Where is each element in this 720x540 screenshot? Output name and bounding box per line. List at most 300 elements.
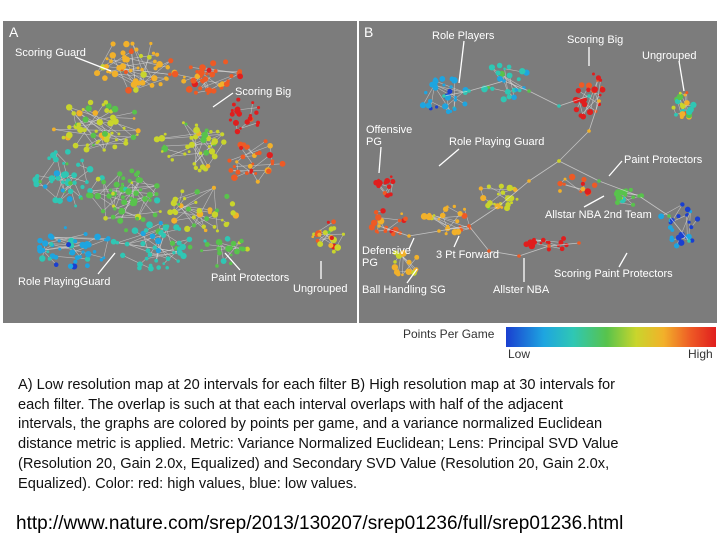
graph-node xyxy=(73,239,77,243)
graph-node xyxy=(442,84,445,87)
graph-node xyxy=(139,54,143,58)
graph-node xyxy=(170,241,175,246)
graph-node xyxy=(188,245,193,250)
graph-node xyxy=(35,174,39,178)
graph-node xyxy=(267,143,273,149)
graph-node xyxy=(672,106,676,110)
graph-node xyxy=(166,65,170,69)
graph-node xyxy=(280,161,286,167)
graph-node xyxy=(172,71,178,77)
graph-node xyxy=(102,131,108,137)
graph-node xyxy=(658,213,664,219)
graph-node xyxy=(225,246,231,252)
graph-node xyxy=(331,219,336,224)
graph-node xyxy=(77,126,84,133)
graph-node xyxy=(216,229,219,232)
graph-node xyxy=(487,185,491,189)
graph-node xyxy=(592,73,595,76)
label-pointer-line xyxy=(225,253,240,270)
graph-node xyxy=(107,120,113,126)
graph-node xyxy=(97,140,100,143)
graph-node xyxy=(71,172,77,178)
graph-node xyxy=(514,88,518,92)
graph-node xyxy=(84,232,88,236)
graph-node xyxy=(437,229,441,233)
graph-node xyxy=(587,94,591,98)
graph-node xyxy=(164,133,167,136)
label-ungrouped: Ungrouped xyxy=(293,283,348,295)
label-role-players: Role Players xyxy=(432,30,495,42)
graph-node xyxy=(112,71,119,78)
graph-node xyxy=(123,41,129,47)
graph-node xyxy=(505,89,511,95)
graph-node xyxy=(516,198,519,201)
graph-node xyxy=(110,52,116,58)
graph-node xyxy=(154,197,160,203)
graph-node xyxy=(133,190,139,196)
graph-node xyxy=(225,236,231,242)
graph-node xyxy=(76,163,80,167)
graph-node xyxy=(597,179,601,183)
graph-node xyxy=(206,92,209,95)
graph-edge xyxy=(409,231,439,236)
graph-node xyxy=(667,214,671,218)
graph-node xyxy=(155,238,161,244)
graph-node xyxy=(149,42,152,45)
graph-node xyxy=(396,272,401,277)
graph-node xyxy=(194,91,198,95)
graph-node xyxy=(186,86,193,93)
graph-node xyxy=(189,136,193,140)
caption-line: (Resolution 20, Gain 2.0x, Equalized) and Secondary SVD Value (Resolution 20, Gain 2.0x, xyxy=(18,455,610,472)
graph-node xyxy=(433,77,437,81)
graph-node xyxy=(129,69,133,73)
graph-node xyxy=(398,219,401,222)
graph-node xyxy=(114,182,120,188)
graph-node xyxy=(54,170,60,176)
graph-node xyxy=(440,213,446,219)
graph-node xyxy=(256,121,260,125)
graph-node xyxy=(558,189,562,193)
graph-node xyxy=(159,82,163,86)
graph-node xyxy=(121,176,125,180)
graph-node xyxy=(271,159,275,163)
graph-node xyxy=(467,224,471,228)
graph-node xyxy=(146,221,153,228)
graph-node xyxy=(48,233,54,239)
graph-node xyxy=(52,197,58,203)
graph-node xyxy=(195,123,198,126)
graph-node xyxy=(677,94,684,101)
graph-node xyxy=(145,257,149,261)
graph-node xyxy=(46,250,49,253)
graph-node xyxy=(131,135,137,141)
graph-node xyxy=(162,262,165,265)
graph-node xyxy=(106,193,112,199)
graph-node xyxy=(317,233,321,237)
graph-node xyxy=(230,201,235,206)
graph-node xyxy=(239,246,243,250)
graph-node xyxy=(121,199,127,205)
label-defensive-pg: Defensive PG xyxy=(362,245,411,269)
graph-node xyxy=(171,200,177,206)
graph-node xyxy=(205,72,208,75)
graph-node xyxy=(680,103,684,107)
graph-node xyxy=(84,147,90,153)
graph-node xyxy=(623,193,627,197)
source-url-link[interactable]: http://www.nature.com/srep/2013/130207/srep01236/full/srep01236.html xyxy=(16,513,624,534)
graph-node xyxy=(111,132,114,135)
graph-node xyxy=(171,218,177,224)
graph-node xyxy=(540,242,543,245)
graph-node xyxy=(94,234,101,241)
caption-line: distance metric is applied. Metric: Variance Normalized Euclidean; Lens: Principal SVD Value xyxy=(18,436,619,453)
graph-node xyxy=(680,202,684,206)
graph-node xyxy=(152,52,155,55)
graph-node xyxy=(403,216,408,221)
graph-node xyxy=(195,70,199,74)
graph-node xyxy=(442,94,446,98)
graph-node xyxy=(497,76,503,82)
graph-node xyxy=(249,170,252,173)
graph-node xyxy=(216,246,221,251)
graph-node xyxy=(231,241,237,247)
graph-node xyxy=(438,218,441,221)
graph-node xyxy=(501,96,507,102)
graph-node xyxy=(115,138,118,141)
graph-node xyxy=(144,228,149,233)
graph-node xyxy=(507,94,512,99)
graph-node xyxy=(184,226,190,232)
graph-node xyxy=(236,98,240,102)
graph-node xyxy=(585,188,592,195)
graph-node xyxy=(123,127,126,130)
graph-node xyxy=(384,181,387,184)
graph-node xyxy=(210,60,216,66)
graph-node xyxy=(237,69,242,74)
graph-node xyxy=(323,230,328,235)
graph-node xyxy=(207,207,212,212)
graph-node xyxy=(65,162,68,165)
graph-node xyxy=(121,195,125,199)
graph-node xyxy=(670,228,674,232)
legend-high-label: High xyxy=(688,347,713,361)
graph-node xyxy=(587,109,593,115)
graph-node xyxy=(497,63,502,68)
graph-node xyxy=(140,241,145,246)
graph-node xyxy=(254,111,258,115)
graph-node xyxy=(233,120,239,126)
graph-node xyxy=(137,266,142,271)
graph-node xyxy=(330,236,334,240)
graph-node xyxy=(37,238,43,244)
graph-node xyxy=(453,107,457,111)
graph-node xyxy=(133,87,139,93)
graph-node xyxy=(109,59,113,63)
graph-node xyxy=(463,208,466,211)
graph-node xyxy=(106,238,109,241)
graph-node xyxy=(584,98,588,102)
graph-node xyxy=(102,75,108,81)
graph-node xyxy=(166,224,169,227)
graph-node xyxy=(334,244,341,251)
graph-node xyxy=(401,273,404,276)
graph-node xyxy=(192,215,196,219)
graph-node xyxy=(385,193,390,198)
graph-node xyxy=(218,83,222,87)
graph-node xyxy=(193,162,196,165)
graph-node xyxy=(446,225,449,228)
graph-node xyxy=(230,112,235,117)
graph-node xyxy=(67,196,73,202)
label-paint-protectors: Paint Protectors xyxy=(211,272,290,284)
panel-a-low-resolution-map xyxy=(3,21,357,323)
graph-node xyxy=(245,171,249,175)
graph-node xyxy=(183,76,186,79)
graph-node xyxy=(80,185,84,189)
graph-node xyxy=(527,89,531,93)
graph-node xyxy=(183,197,186,200)
graph-node xyxy=(619,192,622,195)
graph-node xyxy=(596,75,601,80)
graph-node xyxy=(86,192,92,198)
graph-node xyxy=(533,240,538,245)
graph-node xyxy=(66,242,71,247)
graph-node xyxy=(155,53,159,57)
graph-node xyxy=(221,139,226,144)
graph-node xyxy=(686,213,689,216)
label-allstar-nba-2nd-team: Allstar NBA 2nd Team xyxy=(545,209,652,221)
graph-node xyxy=(49,242,53,246)
label-ball-handling-sg: Ball Handling SG xyxy=(362,284,446,296)
graph-node xyxy=(120,253,125,258)
graph-node xyxy=(375,214,381,220)
graph-node xyxy=(180,244,186,250)
graph-node xyxy=(581,187,586,192)
graph-node xyxy=(184,123,187,126)
graph-node xyxy=(69,249,75,255)
label-pointer-line xyxy=(439,149,459,166)
graph-node xyxy=(563,183,566,186)
graph-node xyxy=(433,85,439,91)
graph-node xyxy=(208,145,211,148)
graph-node xyxy=(171,158,174,161)
graph-node xyxy=(194,166,198,170)
graph-node xyxy=(68,189,73,194)
graph-node xyxy=(577,241,581,245)
graph-node xyxy=(93,111,96,114)
graph-node xyxy=(118,208,125,215)
graph-node xyxy=(443,106,446,109)
graph-node xyxy=(176,259,179,262)
graph-node xyxy=(125,242,130,247)
graph-node xyxy=(207,68,212,73)
label-scoring-guard: Scoring Guard xyxy=(15,47,86,59)
graph-node xyxy=(497,204,501,208)
graph-node xyxy=(131,181,134,184)
graph-node xyxy=(71,111,76,116)
graph-node xyxy=(426,214,433,221)
graph-node xyxy=(224,194,229,199)
graph-node xyxy=(502,79,506,83)
graph-node xyxy=(485,203,490,208)
graph-node xyxy=(109,71,112,74)
graph-node xyxy=(670,236,674,240)
graph-node xyxy=(39,180,42,183)
graph-node xyxy=(131,199,134,202)
graph-node xyxy=(216,239,222,245)
graph-node xyxy=(254,172,257,175)
panel-b-letter: B xyxy=(364,24,374,40)
graph-node xyxy=(248,164,253,169)
graph-node xyxy=(684,100,690,106)
label-offensive-pg: Offensive PG xyxy=(366,124,413,148)
graph-node xyxy=(136,133,139,136)
graph-node xyxy=(204,216,209,221)
graph-node xyxy=(65,149,71,155)
graph-node xyxy=(130,42,134,46)
graph-node xyxy=(156,248,161,253)
graph-node xyxy=(194,201,197,204)
graph-node xyxy=(257,106,260,109)
graph-node xyxy=(110,41,115,46)
graph-node xyxy=(221,258,227,264)
graph-node xyxy=(214,69,218,73)
graph-node xyxy=(449,85,452,88)
graph-node xyxy=(244,145,248,149)
graph-node xyxy=(199,64,206,71)
graph-node xyxy=(88,100,93,105)
graph-node xyxy=(165,266,169,270)
graph-node xyxy=(78,255,82,259)
graph-node xyxy=(133,117,136,120)
graph-node xyxy=(329,226,334,231)
label-pointer-line xyxy=(609,161,622,176)
graph-node xyxy=(235,160,238,163)
graph-node xyxy=(146,248,151,253)
graph-node xyxy=(120,50,125,55)
graph-node xyxy=(203,150,209,156)
graph-node xyxy=(95,193,101,199)
graph-node xyxy=(135,217,139,221)
graph-node xyxy=(159,221,163,225)
graph-node xyxy=(507,65,512,70)
graph-node xyxy=(564,178,567,181)
graph-node xyxy=(120,63,126,69)
graph-node xyxy=(154,183,159,188)
label-pointer-line xyxy=(679,61,684,91)
graph-node xyxy=(547,247,551,251)
graph-node xyxy=(180,189,184,193)
graph-node xyxy=(637,194,641,198)
graph-node xyxy=(204,229,208,233)
graph-node xyxy=(490,87,494,91)
graph-node xyxy=(86,143,90,147)
graph-node xyxy=(251,101,254,104)
graph-node xyxy=(62,162,65,165)
graph-node xyxy=(239,146,243,150)
graph-node xyxy=(557,181,562,186)
graph-node xyxy=(66,132,73,139)
graph-node xyxy=(507,185,513,191)
label-pointer-line xyxy=(584,196,604,207)
graph-node xyxy=(111,192,115,196)
graph-node xyxy=(695,216,700,221)
graph-node xyxy=(110,115,116,121)
graph-node xyxy=(192,223,196,227)
graph-node xyxy=(390,175,393,178)
graph-node xyxy=(85,263,90,268)
graph-node xyxy=(433,214,436,217)
graph-node xyxy=(223,59,228,64)
graph-node xyxy=(405,268,412,275)
graph-node xyxy=(200,137,206,143)
graph-node xyxy=(103,216,108,221)
graph-node xyxy=(168,58,173,63)
graph-node xyxy=(68,181,72,185)
graph-node xyxy=(96,177,101,182)
graph-node xyxy=(519,68,525,74)
graph-node xyxy=(136,177,142,183)
graph-node xyxy=(149,264,153,268)
graph-node xyxy=(124,228,128,232)
graph-node xyxy=(177,227,181,231)
graph-node xyxy=(391,232,395,236)
graph-node xyxy=(125,188,132,195)
graph-node xyxy=(600,87,606,93)
graph-node xyxy=(455,219,459,223)
graph-node xyxy=(241,154,246,159)
graph-node xyxy=(505,202,510,207)
graph-node xyxy=(209,72,215,78)
figure-caption xyxy=(18,376,718,494)
graph-node xyxy=(111,215,116,220)
graph-node xyxy=(112,106,119,113)
graph-node xyxy=(153,60,157,64)
graph-node xyxy=(581,177,586,182)
graph-node xyxy=(166,256,171,261)
graph-node xyxy=(586,88,590,92)
graph-node xyxy=(61,188,65,192)
graph-node xyxy=(117,218,123,224)
graph-node xyxy=(230,210,235,215)
graph-node xyxy=(489,64,495,70)
graph-node xyxy=(237,73,243,79)
graph-node xyxy=(100,258,103,261)
graph-node xyxy=(156,265,161,270)
graph-node xyxy=(168,73,171,76)
graph-node xyxy=(689,225,693,229)
graph-node xyxy=(106,57,109,60)
graph-node xyxy=(101,180,106,185)
graph-node xyxy=(202,224,206,228)
graph-node xyxy=(557,104,561,108)
graph-node xyxy=(147,55,152,60)
legend-low-label: Low xyxy=(508,347,531,361)
graph-node xyxy=(132,227,139,234)
graph-node xyxy=(229,118,232,121)
graph-node xyxy=(148,252,153,257)
graph-node xyxy=(220,132,224,136)
graph-node xyxy=(446,205,449,208)
graph-node xyxy=(228,168,233,173)
graph-node xyxy=(541,238,546,243)
figure xyxy=(0,21,720,366)
graph-node xyxy=(124,138,127,141)
graph-node xyxy=(42,240,48,246)
graph-node xyxy=(592,86,598,92)
legend-color-bar xyxy=(506,327,716,347)
